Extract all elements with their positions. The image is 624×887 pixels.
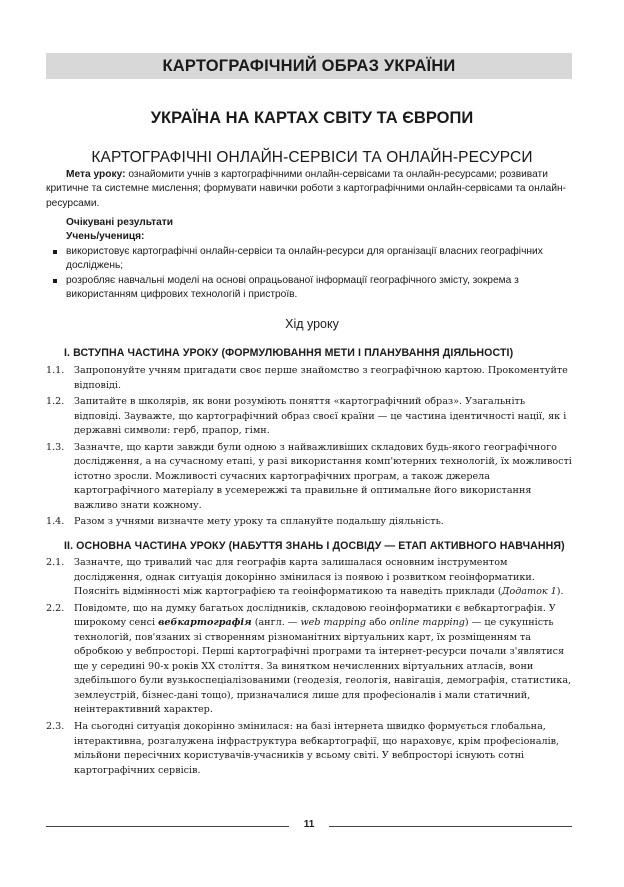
appendix-reference: Додаток 1: [501, 586, 557, 598]
list-item: 1.2. Запитайте в школярів, як вони розуміють поняття «картографічний образ». Узагальніть відповіді. Зауважте, що картографічний образ своєї країни — це частина ідентичності нації, як і державні символи: герб, прапор, гімн.: [46, 396, 567, 437]
lesson-goal: [46, 168, 574, 211]
goal-label: Мета уроку:: [66, 169, 126, 180]
goal-text: ознайомити учнів з картографічними онлайн-сервісами та онлайн-ресурсами; розвивати критичне та системне мислення; формувати навички роботи з картографічними онлайн-сервісами та онлайн-ресурсами.: [46, 169, 567, 209]
term-webcartography: вебкартографія: [158, 617, 252, 629]
list-item: використовує картографічні онлайн-сервіси та онлайн-ресурси для організації власних географічних досліджень;: [46, 245, 574, 274]
lesson-title: УКРАЇНА НА КАРТАХ СВІТУ ТА ЄВРОПИ: [150, 109, 474, 127]
list-item: 1.3. Зазначте, що карти завжди були одною з найважливіших складових будь-якого географічного дослідження, а на сучасному етапі, у разі використання комп'ютерних технологій, їх можливості істотно зросли. Можливості сучасних картографічних програм, а також джерела картографічного матеріалу в усемережжі та правильне й оптимальне його використання важливо знати кожному.: [46, 441, 572, 511]
results-label: Очікувані результати: [66, 217, 174, 228]
section-2-items: [46, 556, 573, 778]
expected-results: [46, 216, 574, 245]
section-1-title: I. ВСТУПНА ЧАСТИНА УРОКУ (ФОРМУЛЮВАННЯ МЕТИ І ПЛАНУВАННЯ ДІЯЛЬНОСТІ): [64, 347, 514, 359]
page-number: 11: [303, 819, 315, 830]
bullet-square-icon: [53, 250, 57, 254]
list-item: 2.2. Повідомте, що на думку багатьох дослідників, складовою геоінформатики є вебкартографія. У широкому сенсі вебкартографія (англ. — web mapping або online mapping) — це сукупність технологій, пов'язаних зі створенням різноманітних віртуальних карт, їх розміщенням та обробкою у вебпросторі. Перші картографічні програми та інтернет-ресурси почали з'являтися ще у середині 90-х років XX століття. За винятком нечисленних віртуальних атласів, вони здебільшого були вузькоспеціалізованими (геодезія, геологія, навігація, демографія, статистика, землеустрій, бізнес-дані тощо), призначалися лише для професіоналів і мали статичний, неінтерактивний характер.: [46, 602, 572, 716]
course-heading: Хід уроку: [285, 317, 339, 331]
list-item: 1.1. Запропонуйте учням пригадати своє перше знайомство з географічною картою. Прокоментуйте відповіді.: [46, 365, 568, 391]
list-item: 2.1. Зазначте, що тривалий час для географів карта залишалася основним інструментом дослідження, однак ситуація докорінно змінилася із появою і розвитком геоінформатики. Поясніть відмінності між картографією та геоінформатикою та наведіть приклади (Додаток 1).: [46, 557, 564, 598]
footer-divider-right: [329, 826, 572, 827]
student-label: Учень/учениця:: [66, 231, 145, 243]
list-item: розробляє навчальні моделі на основі опрацьованої інформації географічного змісту, зокрема з використанням цифрових технологій і пристроїв.: [46, 274, 574, 303]
results-list: [46, 245, 574, 303]
page-footer: [46, 819, 572, 835]
chapter-header-band: КАРТОГРАФІЧНИЙ ОБРАЗ УКРАЇНИ: [46, 53, 572, 79]
list-item: 1.4. Разом з учнями визначте мету уроку та сплануйте подальшу діяльність.: [46, 516, 444, 528]
bullet-square-icon: [53, 279, 57, 283]
list-item: 2.3. На сьогодні ситуація докорінно змінилася: на базі інтернета швидко формується глобальна, інтерактивна, розгалужена інфраструктура вебкартографії, що нараховує, крім професіоналів, мільйони пересічних користувачів-учасників у всьому світі. У вебпросторі існують сотні картографічних сервісів.: [46, 721, 560, 776]
section-2-title: II. ОСНОВНА ЧАСТИНА УРОКУ (НАБУТТЯ ЗНАНЬ І ДОСВІДУ — ЕТАП АКТИВНОГО НАВЧАННЯ): [64, 540, 565, 552]
section-1-items: [46, 364, 573, 530]
lesson-subtitle: КАРТОГРАФІЧНІ ОНЛАЙН-СЕРВІСИ ТА ОНЛАЙН-РЕСУРСИ: [91, 149, 533, 166]
